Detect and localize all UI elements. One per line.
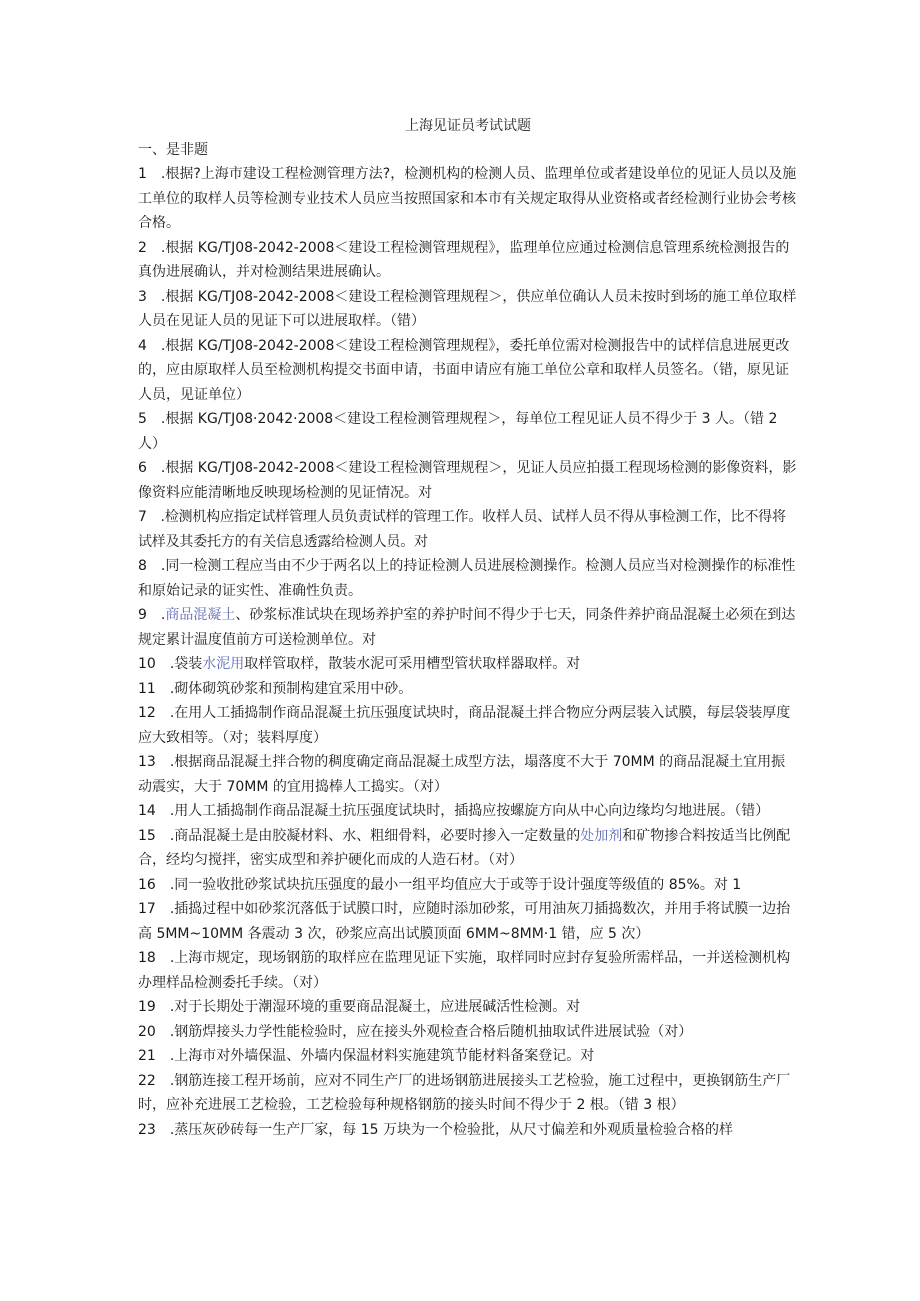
question-text: 20 .钢筋焊接头力学性能检验时，应在接头外观检查合格后随机抽取试件进展试验（对）	[138, 1023, 693, 1040]
question-item	[138, 1069, 798, 1118]
question-item	[138, 407, 798, 456]
question-text: 4 .根据 KG/TJ08-2042-2008＜建设工程检测管理规程》，委托单位需对检测报告中的试样信息进展更改的，应由原取样人员至检测机构提交书面申请，书面申请应有施工单位公章和取样人员签名。（错，原见证人员，见证单位）	[138, 337, 790, 403]
keyword-link[interactable]: 商品混凝土	[165, 607, 236, 623]
question-text: 3 .根据 KG/TJ08-2042-2008＜建设工程检测管理规程＞，供应单位确认人员未按时到场的施工单位取样人员在见证人员的见证下可以进展取样。（错）	[138, 288, 797, 329]
question-text: 8 .同一检测工程应当由不少于两名以上的持证检测人员进展检测操作。检测人员应当对检测操作的标准性和原始记录的证实性、准确性负责。	[138, 558, 796, 599]
question-item	[138, 652, 798, 677]
question-text: 13 .根据商品混凝土拌合物的稠度确定商品混凝土成型方法，塌落度不大于 70MM 的商品混凝土宜用振动震实，大于 70MM 的宜用捣棒人工捣实。（对）	[138, 754, 786, 795]
question-text: 16 .同一验收批砂浆试块抗压强度的最小一组平均值应大于或等于设计强度等级值的 85%。对 1	[138, 876, 742, 893]
question-text: 18 .上海市规定，现场钢筋的取样应在监理见证下实施，取样同时应封存复验所需样品，一并送检测机构办理样品检测委托手续。（对）	[138, 950, 791, 991]
question-text: 、砂浆标准试块在现场养护室的养护时间不得少于七天，同条件养护商品混凝土必须在到达规定累计温度值前方可送检测单位。对	[138, 607, 796, 648]
question-text: 6 .根据 KG/TJ08-2042-2008＜建设工程检测管理规程＞，见证人员应拍摄工程现场检测的影像资料，影像资料应能清晰地反映现场检测的见证情况。对	[138, 460, 797, 501]
question-item	[138, 1020, 798, 1045]
document-page	[138, 114, 798, 1142]
question-text: 22 .钢筋连接工程开场前，应对不同生产厂的进场钢筋进展接头工艺检验，施工过程中，更换钢筋生产厂时，应补充进展工艺检验，工艺检验每种规格钢筋的接头时间不得少于 2 根。（错 3 根）	[138, 1072, 791, 1113]
question-item	[138, 236, 798, 285]
question-text: 1 .根据?上海市建设工程检测管理方法?，检测机构的检测人员、监理单位或者建设单位的见证人员以及施工单位的取样人员等检测专业技术人员应当按照国家和本市有关规定取得从业资格或者经检测行业协会考核合格。	[138, 166, 797, 231]
section-heading: 一、是非题	[138, 142, 208, 158]
question-item	[138, 701, 798, 750]
question-item	[138, 897, 798, 946]
question-text: 14 .用人工插捣制作商品混凝土抗压强度试块时，插捣应按螺旋方向从中心向边缘均匀地进展。（错）	[138, 803, 770, 819]
question-item	[138, 750, 798, 799]
question-item	[138, 995, 798, 1020]
question-item	[138, 824, 798, 873]
question-text: 15 .商品混凝土是由胶凝材料、水、粗细骨料，必要时掺入一定数量的	[138, 827, 581, 844]
question-text: 9 .	[138, 607, 166, 623]
question-item	[138, 285, 798, 334]
question-item	[138, 334, 798, 408]
document-title: 上海见证员考试试题	[405, 118, 531, 134]
keyword-link[interactable]: 处加剂	[580, 827, 623, 844]
question-text: 21 .上海市对外墙保温、外墙内保温材料实施建筑节能材料备案登记。对	[138, 1048, 595, 1064]
question-text: 23 .蒸压灰砂砖每一生产厂家，每 15 万块为一个检验批，从尺寸偏差和外观质量检验合格的样	[138, 1121, 733, 1138]
question-item	[138, 873, 798, 898]
question-text: 10 .袋装	[138, 656, 203, 672]
question-text: 7 .检测机构应指定试样管理人员负责试样的管理工作。收样人员、试样人员不得从事检测工作，比不得将试样及其委托方的有关信息透露给检测人员。对	[138, 509, 786, 550]
question-text: 19 .对于长期处于潮湿环境的重要商品混凝土，应进展碱活性检测。对	[138, 999, 581, 1015]
question-item	[138, 677, 798, 702]
question-item	[138, 162, 798, 236]
question-text: 5 .根据 KG/TJ08·2042·2008＜建设工程检测管理规程＞，每单位工程见证人员不得少于 3 人。（错 2 人）	[138, 411, 778, 452]
question-item	[138, 505, 798, 554]
question-text: 12 .在用人工插捣制作商品混凝土抗压强度试块时，商品混凝土拌合物应分两层装入试膜，每层袋装厚度应大致相等。（对；装料厚度）	[138, 705, 791, 746]
question-item	[138, 554, 798, 603]
question-item	[138, 1044, 798, 1069]
question-text: 2 .根据 KG/TJ08-2042-2008＜建设工程检测管理规程》，监理单位应通过检测信息管理系统检测报告的真伪进展确认，并对检测结果进展确认。	[138, 239, 790, 280]
question-text: 11 .砌体砌筑砂浆和预制构建宜采用中砂。	[138, 680, 413, 697]
question-item	[138, 456, 798, 505]
keyword-link[interactable]: 水泥用	[202, 656, 245, 672]
question-item	[138, 946, 798, 995]
question-item	[138, 603, 798, 652]
question-text: 和矿物掺合料按适当比例配合，经均匀搅拌，密实成型和养护硬化而成的人造石材。（对）	[138, 827, 791, 868]
question-item	[138, 799, 798, 824]
question-item	[138, 1118, 798, 1143]
question-text: 取样管取样，散装水泥可采用槽型管状取样器取样。对	[244, 656, 581, 672]
question-text: 17 .插捣过程中如砂浆沉落低于试膜口时，应随时添加砂浆，可用油灰刀插捣数次，并用手将试膜一边抬高 5MM~10MM 各震动 3 次，砂浆应高出试膜顶面 6MM~8MM·1 错，应 5 次）	[138, 901, 791, 942]
